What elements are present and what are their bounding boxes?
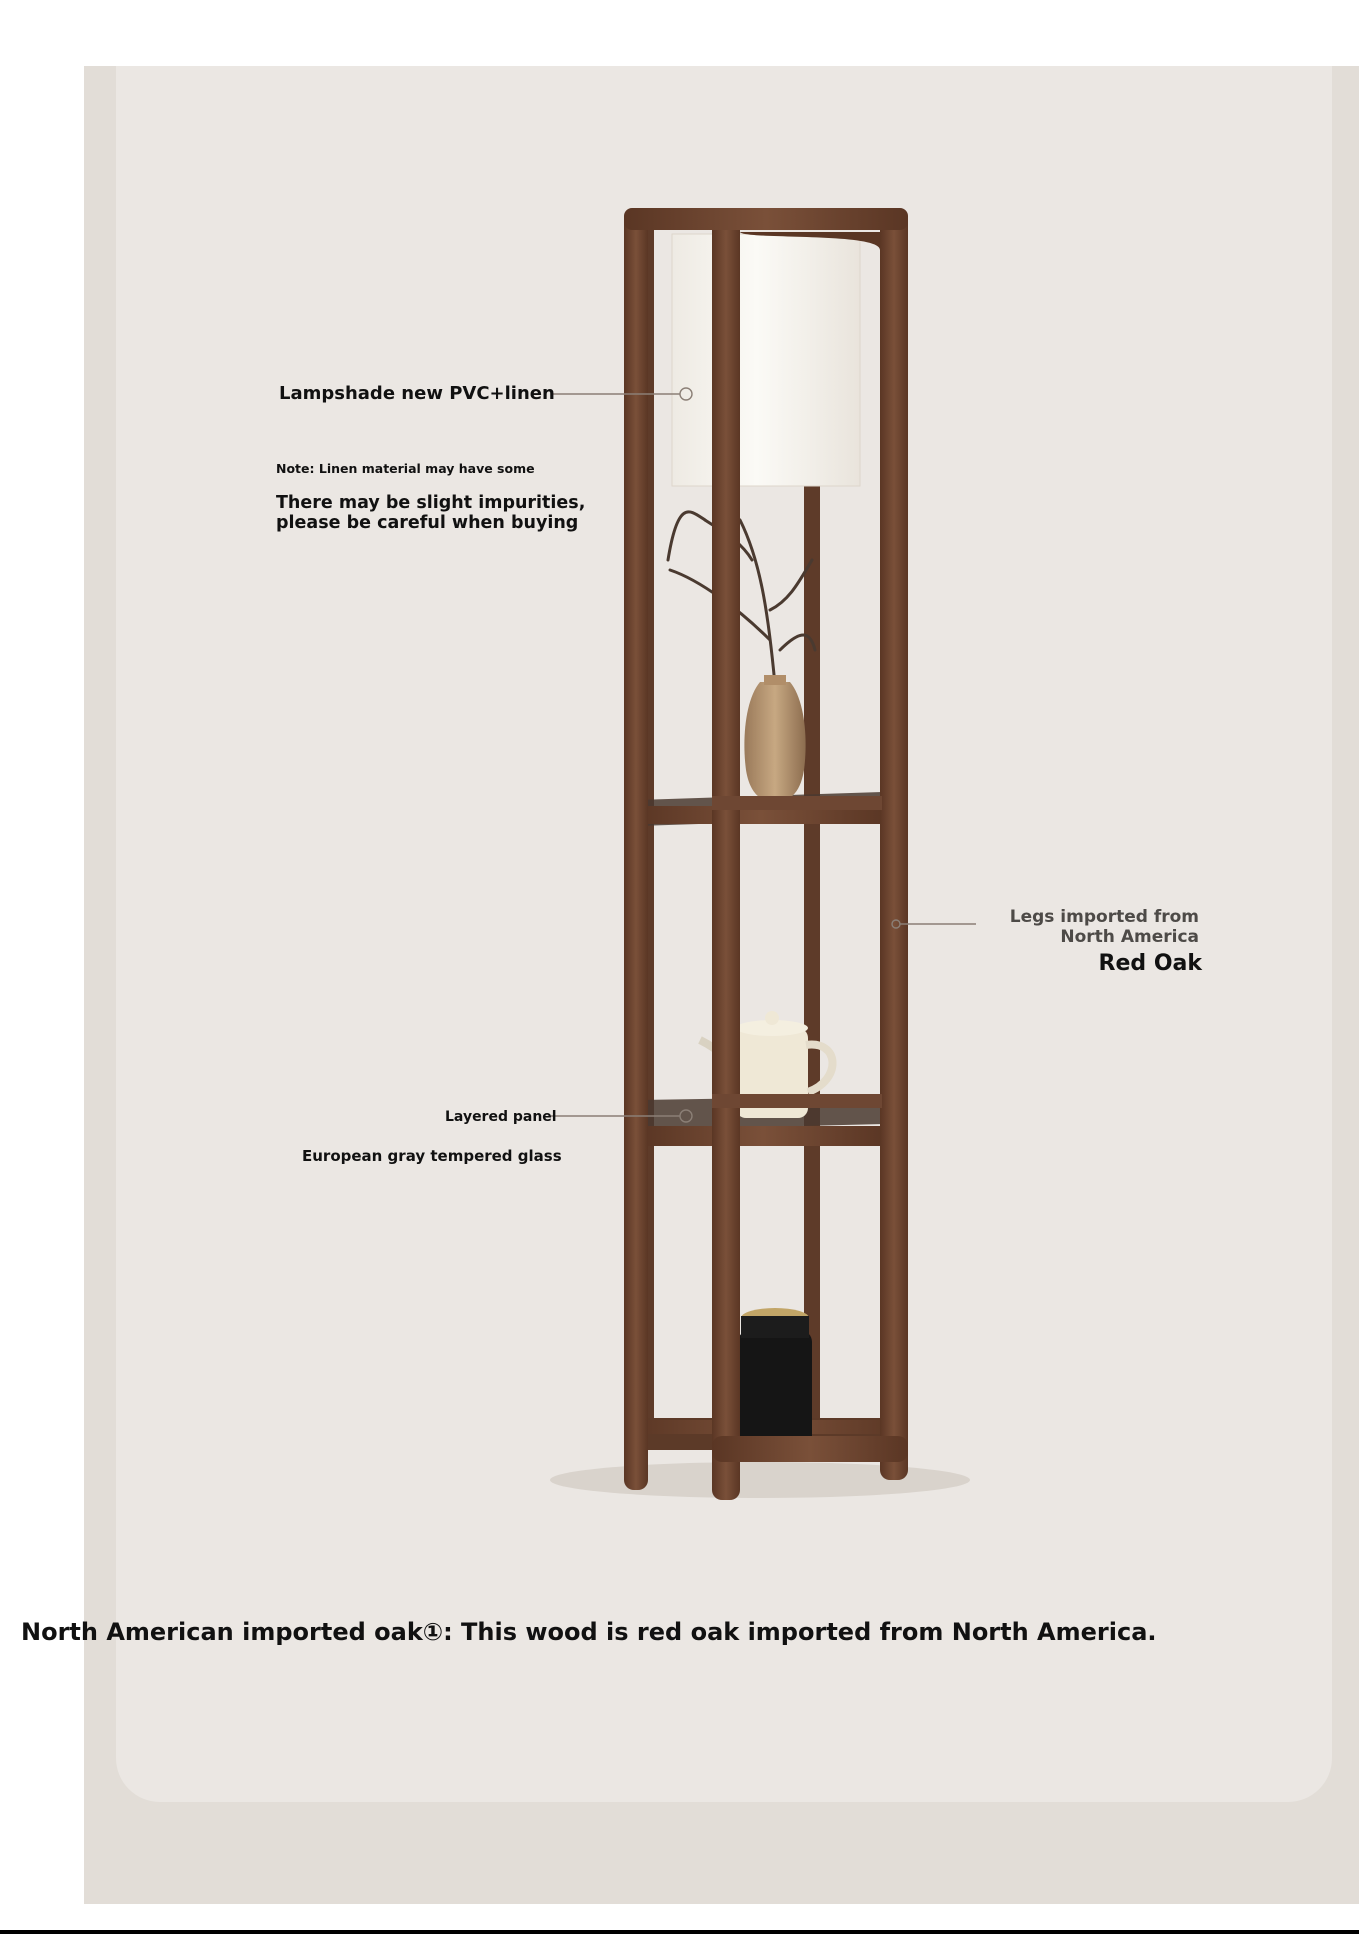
legs-label — [980, 907, 1199, 947]
glass-label: European gray tempered glass — [302, 1147, 562, 1165]
lampshade — [672, 234, 860, 486]
lampshade-callout — [552, 388, 692, 400]
impurity-line-1: There may be slight impurities, — [276, 493, 586, 513]
legs-line-2: North America — [1060, 927, 1199, 947]
branch-decor — [668, 512, 815, 685]
linen-note: Note: Linen material may have some — [276, 461, 535, 476]
layered-panel-label: Layered panel — [445, 1109, 557, 1125]
legs-line-1: Legs imported from — [1009, 907, 1199, 927]
vase — [744, 675, 805, 802]
red-oak-label: Red Oak — [1098, 951, 1202, 976]
wood-footnote: North American imported oak①: This wood is red oak imported from North America. — [21, 1618, 1157, 1646]
impurity-line-2: please be careful when buying — [276, 513, 579, 533]
bottom-divider — [0, 1930, 1359, 1934]
back-right-leg — [804, 470, 820, 1450]
lampshade-label: Lampshade new PVC+linen — [279, 383, 555, 404]
canister — [738, 1308, 812, 1448]
impurity-warning — [276, 493, 585, 533]
